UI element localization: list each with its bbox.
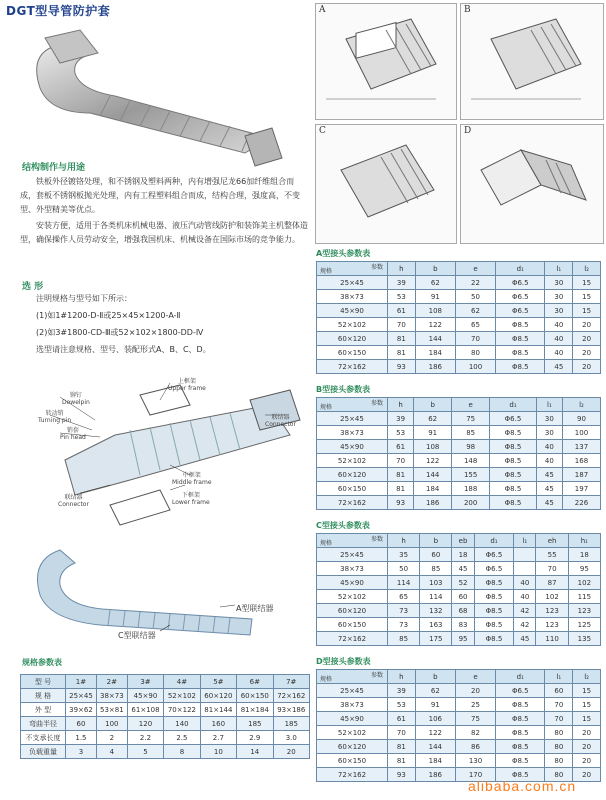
label-middle-frame: 中框架 Middle frame <box>172 472 212 486</box>
table-row: 38×73 53 91 50 Φ6.5 30 15 <box>317 290 601 304</box>
table-row: 不支承长度 1.5 2 2.2 2.5 2.7 2.9 3.0 <box>21 731 310 745</box>
label-lower-frame: 下框架 Lower frame <box>172 492 210 506</box>
para-2: 安装方便，适用于各类机床机械电器、液压汽动管线防护和装饰美主机整体造型，确保操作人员劳动安全，增强我国机床、机械设备在国际市场的竞争能力。 <box>20 221 308 244</box>
table-row: 25×45 39 62 75 Φ6.5 30 90 <box>317 412 601 426</box>
label-upper-frame: 上框架 Upper frame <box>168 378 206 392</box>
table-row: 25×45 39 62 22 Φ6.5 30 15 <box>317 276 601 290</box>
label-pin-head: 销套 Pin head <box>60 427 86 441</box>
diagram-c-drawing <box>316 125 456 243</box>
table-row: 60×120 81 144 70 Φ8.5 40 20 <box>317 332 601 346</box>
label-connector-1: 联结器 Connector <box>265 414 296 428</box>
spec-table-title: 规格参数表 <box>22 658 62 667</box>
diagram-b: B <box>460 3 604 120</box>
table-b: 参数 规格 h b e d₁ l₁ l₂ 25×45 39 62 75 Φ6.5 30 90 38×73 53 91 85 Φ8.5 30 100 45×90 61 108 98 Φ8.5 40 137 52×102 70 122 148 Φ8.5 40 168 60×120 81 144 155 Φ8.5 45 187 60×150 81 184 188 Φ8.5 45 197 72×162 93 186 200 Φ8.5 45 226 <box>316 397 601 510</box>
table-a: 参数 规格 h b e d₁ l₁ l₂ 25×45 39 62 22 Φ6.5 30 15 38×73 53 91 50 Φ6.5 30 15 45×90 61 108 62 Φ6.5 30 15 52×102 70 122 65 Φ8.5 40 20 60×120 81 144 70 Φ8.5 40 20 60×150 81 184 80 Φ8.5 40 20 72×162 93 186 100 Φ8.5 45 20 <box>316 261 601 374</box>
table-row: 45×90 61 106 75 Φ8.5 70 15 <box>317 712 601 726</box>
table-row: 60×120 73 132 68 Φ8.5 42 123 123 <box>317 604 601 618</box>
note-2: (2)如3#1800-CD-Ⅲ或52×102×1800-DD-Ⅳ <box>36 328 204 337</box>
spec-header: 2# <box>96 675 127 689</box>
table-row: 60×150 81 184 80 Φ8.5 40 20 <box>317 346 601 360</box>
spec-header: 7# <box>273 675 309 689</box>
table-row: 弯曲半径 60 100 120 140 160 185 185 <box>21 717 310 731</box>
table-row: 52×102 65 114 60 Φ8.5 40 102 115 <box>317 590 601 604</box>
diagram-c: C <box>315 124 457 244</box>
note-intro: 注明规格与型号如下所示： <box>36 294 132 303</box>
spec-header: 型 号 <box>21 675 66 689</box>
spec-header: 3# <box>127 675 163 689</box>
table-row: 38×73 53 91 85 Φ8.5 30 100 <box>317 426 601 440</box>
table-c: 参数 规格 h b eb d₁ l₁ eh h₁ 25×45 35 60 18 Φ6.5 55 18 38×73 50 85 45 Φ6.5 70 95 45×90 114 103 52 Φ8.5 40 87 102 52×102 65 114 60 Φ8.5 40 102 115 60×120 73 132 68 Φ8.5 42 123 123 60×150 73 163 83 Φ8.5 42 123 125 72×162 85 175 95 Φ8.5 45 110 135 <box>316 533 601 646</box>
table-row: 52×102 70 122 65 Φ8.5 40 20 <box>317 318 601 332</box>
note-1: (1)如1#1200-D-Ⅱ或25×45×1200-A-Ⅱ <box>36 311 181 320</box>
para-1: 铁板外径镀铬处理，和不锈钢及塑料两种，内有增强尼龙66加纤维组合而成，套板不锈钢板抛光处理，内有工程塑料组合而成，结构合理，强度高，不变型、外型精美等优点。 <box>20 177 300 214</box>
watermark: alibaba.com.cn <box>468 778 577 794</box>
selection-notes <box>36 292 306 357</box>
table-row: 52×102 70 122 148 Φ8.5 40 168 <box>317 454 601 468</box>
spec-header: 5# <box>200 675 236 689</box>
curved-chain-illustration <box>20 535 310 645</box>
spec-header: 1# <box>66 675 97 689</box>
label-rivet: 铆钉 Dowelpin <box>62 392 90 406</box>
spec-table <box>20 674 310 759</box>
label-connector-2: 联结器 Connector <box>58 494 89 508</box>
table-row: 25×45 35 60 18 Φ6.5 55 18 <box>317 548 601 562</box>
table-row: 45×90 114 103 52 Φ8.5 40 87 102 <box>317 576 601 590</box>
label-a-connector: A型联结器 <box>236 604 274 613</box>
table-d: 参数 规格 h b e d₁ l₁ l₂ 25×45 39 62 20 Φ6.5 60 15 38×73 53 91 25 Φ8.5 70 15 45×90 61 106 75 Φ8.5 70 15 52×102 70 122 82 Φ8.5 80 20 60×120 81 144 86 Φ8.5 80 20 60×150 81 184 130 Φ8.5 80 20 72×162 93 186 170 Φ8.5 80 20 <box>316 669 601 782</box>
table-row: 45×90 61 108 98 Φ8.5 40 137 <box>317 440 601 454</box>
table-row: 60×150 81 184 188 Φ8.5 45 197 <box>317 482 601 496</box>
table-row: 72×162 93 186 170 Φ8.5 80 20 <box>317 768 601 782</box>
table-row: 25×45 39 62 20 Φ6.5 60 15 <box>317 684 601 698</box>
table-b-title: B型接头参数表 <box>316 385 371 394</box>
section-structure: 结构制作与用途 <box>22 163 86 173</box>
diagram-b-drawing <box>461 4 603 119</box>
label-c-connector: C型联结器 <box>118 631 156 640</box>
table-row: 72×162 93 186 100 Φ8.5 45 20 <box>317 360 601 374</box>
label-turning-pin: 转动销 Turning pin <box>38 410 72 424</box>
table-row: 外 型 39×62 53×81 61×108 70×122 81×144 81×184 93×186 <box>21 703 310 717</box>
diagram-a-drawing <box>316 4 456 119</box>
table-a-title: A型接头参数表 <box>316 249 371 258</box>
table-row: 60×120 81 144 86 Φ8.5 80 20 <box>317 740 601 754</box>
table-row: 45×90 61 108 62 Φ6.5 30 15 <box>317 304 601 318</box>
spec-header: 6# <box>237 675 273 689</box>
product-illustration <box>20 18 300 168</box>
table-row: 38×73 50 85 45 Φ6.5 70 95 <box>317 562 601 576</box>
table-row: 52×102 70 122 82 Φ8.5 80 20 <box>317 726 601 740</box>
table-row: 60×150 81 184 130 Φ8.5 80 20 <box>317 754 601 768</box>
table-row: 负载重量 3 4 5 8 10 14 20 <box>21 745 310 759</box>
table-row: 38×73 53 91 25 Φ8.5 70 15 <box>317 698 601 712</box>
section-select: 选 形 <box>22 282 44 292</box>
table-c-title: C型接头参数表 <box>316 521 370 530</box>
description <box>20 175 308 247</box>
table-d-title: D型接头参数表 <box>316 657 371 666</box>
diagram-d-drawing <box>461 125 603 243</box>
table-row: 60×120 81 144 155 Φ8.5 45 187 <box>317 468 601 482</box>
table-row: 72×162 93 186 200 Φ8.5 45 226 <box>317 496 601 510</box>
table-row: 规 格 25×45 38×73 45×90 52×102 60×120 60×150 72×162 <box>21 689 310 703</box>
spec-header: 4# <box>164 675 200 689</box>
note-3: 选型请注意规格、型号、装配形式A、B、C、D。 <box>36 345 211 354</box>
table-row: 72×162 85 175 95 Φ8.5 45 110 135 <box>317 632 601 646</box>
diagram-a: A <box>315 3 457 120</box>
page-title: DGT型导管防护套 <box>6 4 111 18</box>
table-row: 60×150 73 163 83 Φ8.5 42 123 125 <box>317 618 601 632</box>
diagram-d: D <box>460 124 604 244</box>
